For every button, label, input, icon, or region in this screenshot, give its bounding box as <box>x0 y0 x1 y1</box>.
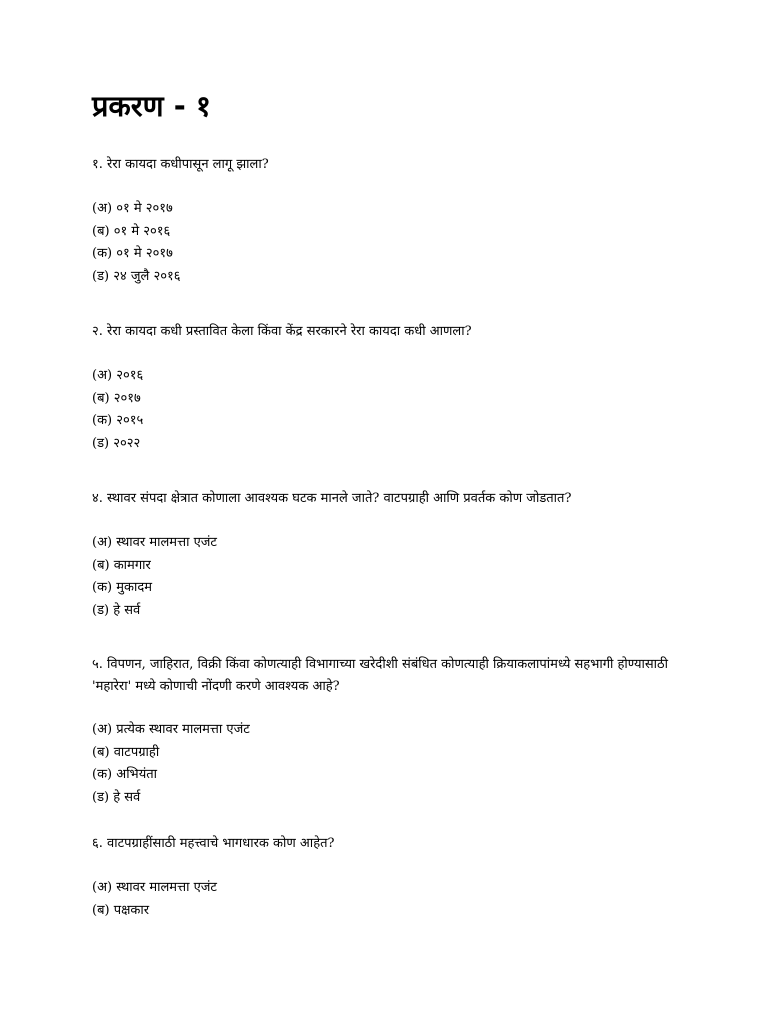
question-block <box>92 833 692 922</box>
option-item: (क) २०१५ <box>92 413 144 428</box>
question-block <box>92 154 692 288</box>
option-item: (अ) ०१ मे २०१७ <box>92 201 173 216</box>
question-text: ६. वाटपग्राहींसाठी महत्त्वाचे भागधारक कोण आहेत? <box>92 836 335 851</box>
question-block <box>92 488 692 622</box>
option-item: (क) ०१ मे २०१७ <box>92 246 173 261</box>
option-item: (ड) हे सर्व <box>92 602 141 618</box>
option-item: (ड) २०२२ <box>92 435 141 451</box>
question-text: ४. स्थावर संपदा क्षेत्रात कोणाला आवश्यक घटक मानले जाते? वाटपग्राही आणि प्रवर्तक कोण जोडतात? <box>92 491 572 506</box>
option-item: (अ) प्रत्येक स्थावर मालमत्ता एजंट <box>92 722 250 737</box>
question-block <box>92 321 692 455</box>
option-item: (ब) पक्षकार <box>92 902 150 918</box>
option-item: (ड) हे सर्व <box>92 789 141 805</box>
question-text: २. रेरा कायदा कधी प्रस्तावित केला किंवा केंद्र सरकारने रेरा कायदा कधी आणला? <box>92 324 472 339</box>
question-block <box>92 654 692 809</box>
option-item: (अ) स्थावर मालमत्ता एजंट <box>92 880 217 895</box>
question-text: ५. विपणन, जाहिरात, विक्री किंवा कोणत्याही विभागाच्या खरेदीशी संबंधित कोणत्याही क्रियाकलापांमध्ये सहभागी होण्यासाठी 'महारेरा' मध्ये कोणाची नोंदणी करणे आवश्यक आहे? <box>92 657 668 694</box>
option-list <box>92 532 692 622</box>
option-item: (ड) २४ जुलै २०१६ <box>92 268 181 284</box>
option-item: (अ) २०१६ <box>92 368 144 383</box>
option-item: (ब) वाटपग्राही <box>92 744 160 760</box>
option-item: (क) मुकादम <box>92 580 153 595</box>
option-item: (क) अभियंता <box>92 767 158 782</box>
chapter-title: प्रकरण - १ <box>92 89 211 123</box>
option-list <box>92 719 692 809</box>
option-list <box>92 198 692 288</box>
option-list <box>92 877 692 922</box>
option-item: (ब) २०१७ <box>92 390 141 406</box>
option-item: (ब) ०१ मे २०१६ <box>92 223 171 239</box>
option-item: (ब) कामगार <box>92 557 151 573</box>
question-text: १. रेरा कायदा कधीपासून लागू झाला? <box>92 157 269 172</box>
option-item: (अ) स्थावर मालमत्ता एजंट <box>92 535 217 550</box>
option-list <box>92 365 692 455</box>
